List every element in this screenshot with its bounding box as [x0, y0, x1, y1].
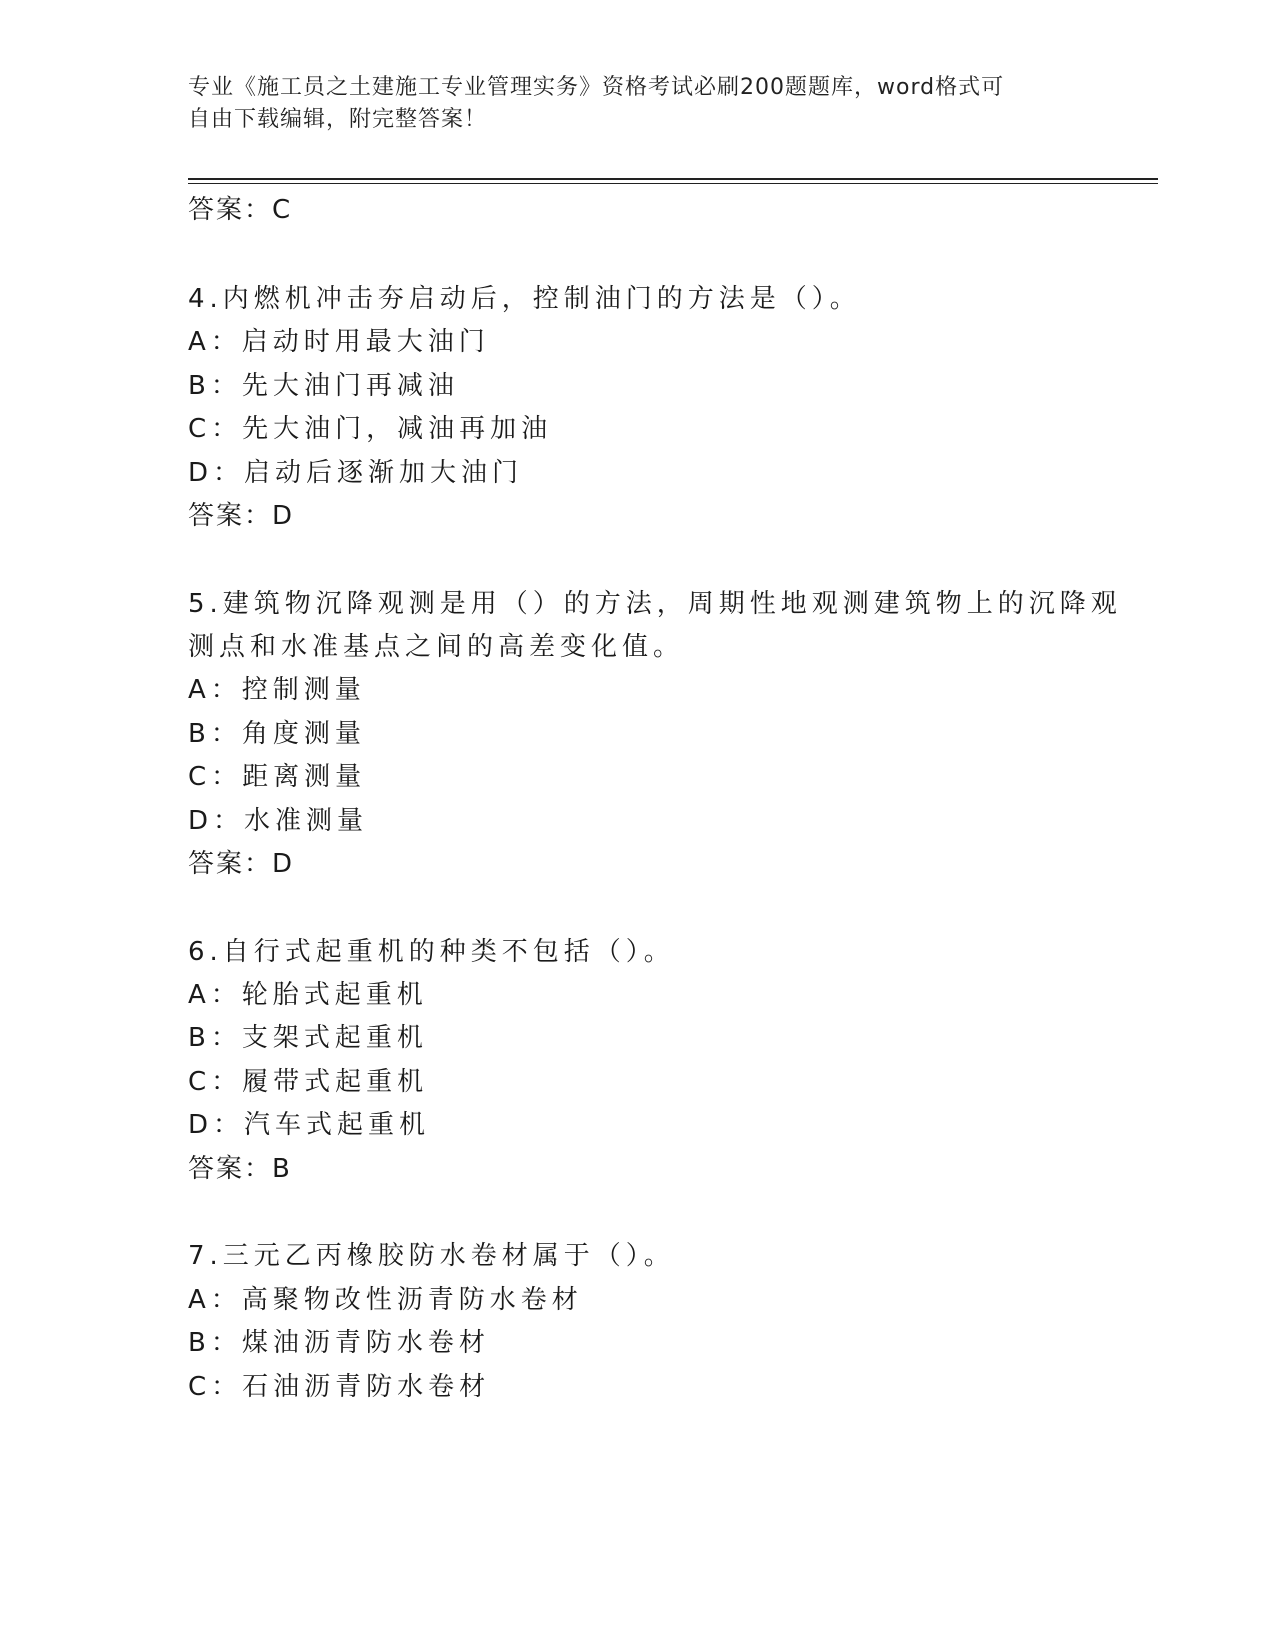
answer-line: 答案：B: [188, 1154, 292, 1184]
option-b: B：角度测量: [188, 719, 366, 749]
answer-line: 答案：C: [188, 195, 293, 225]
question-stem: 6.自行式起重机的种类不包括（）。: [188, 937, 675, 967]
option-c: C：距离测量: [188, 762, 367, 792]
option-b: B：煤油沥青防水卷材: [188, 1328, 490, 1358]
header-line-1: 专业《施工员之土建施工专业管理实务》资格考试必刷200题题库，word格式可: [188, 75, 1005, 100]
option-a: A：控制测量: [188, 675, 366, 705]
question-stem: 7.三元乙丙橡胶防水卷材属于（）。: [188, 1241, 675, 1271]
option-b: B：支架式起重机: [188, 1023, 428, 1053]
option-d: D：水准测量: [188, 806, 369, 836]
page-header: [188, 72, 1068, 136]
option-a: A：轮胎式起重机: [188, 980, 428, 1010]
question-stem-continued: 测点和水准基点之间的高差变化值。: [188, 632, 685, 662]
option-c: C：石油沥青防水卷材: [188, 1372, 491, 1402]
option-a: A：启动时用最大油门: [188, 327, 490, 357]
option-c: C：履带式起重机: [188, 1067, 429, 1097]
answer-line: 答案：D: [188, 501, 295, 531]
option-c: C：先大油门，减油再加油: [188, 414, 553, 444]
question-stem: 4.内燃机冲击夯启动后，控制油门的方法是（）。: [188, 284, 861, 314]
header-line-2: 自由下载编辑，附完整答案！: [188, 107, 488, 132]
header-divider-thick: [188, 178, 1158, 180]
question-stem: 5.建筑物沉降观测是用（）的方法，周期性地观测建筑物上的沉降观: [188, 589, 1122, 619]
option-b: B：先大油门再减油: [188, 371, 459, 401]
header-divider-thin: [188, 183, 1158, 184]
option-d: D：启动后逐渐加大油门: [188, 458, 524, 488]
answer-line: 答案：D: [188, 849, 295, 879]
option-a: A：高聚物改性沥青防水卷材: [188, 1285, 583, 1315]
option-d: D：汽车式起重机: [188, 1110, 431, 1140]
